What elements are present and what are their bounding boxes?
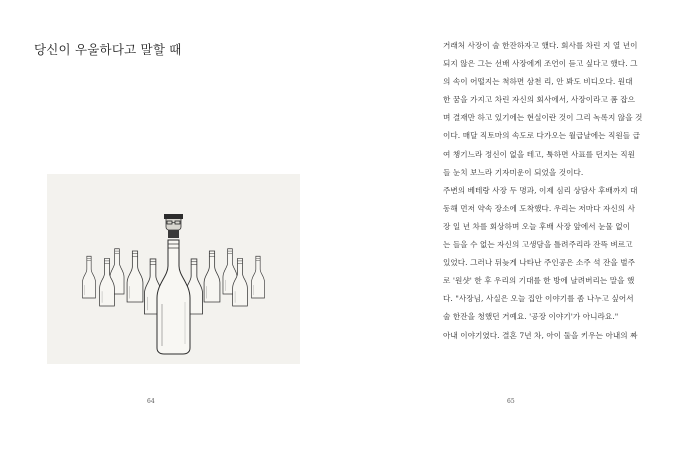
text-line: 장 일 년 차를 회상하며 오늘 후배 사장 앞에서 눈물 없이	[443, 221, 631, 231]
text-line: 한 꿈을 가지고 차린 자신의 회사에서, 사장이라고 폼 잡으	[443, 95, 636, 105]
bottles-illustration-svg	[47, 174, 300, 364]
text-line: 는 들을 수 없는 자신의 고생담을 틀려주리라 잔뜩 벼르고	[443, 240, 633, 250]
bottles-illustration	[47, 174, 300, 364]
text-line: 동해 먼저 약속 장소에 도착했다. 우리는 저마다 자신의 사	[443, 203, 636, 213]
text-line: 들 눈치 보느라 기자미운이 되었을 것이다.	[443, 167, 584, 177]
text-line: 거래처 사장이 술 한잔하자고 했다. 회사를 차린 지 열 년이	[443, 41, 638, 50]
text-line: 이다. 매달 직토마의 속도로 다가오는 월급날에는 직원들 급	[443, 131, 640, 141]
page-number-right: 65	[507, 398, 515, 405]
text-line: 아내 이야기였다. 결혼 7년 차, 아이 둘을 키우는 아내의 짜	[443, 330, 638, 340]
text-line: 술 한잔을 청했던 거예요. '공장 이야기'가 아니라요."	[443, 312, 619, 322]
page-number-left: 64	[147, 398, 155, 405]
chapter-title: 당신이 우울하다고 말할 때	[34, 42, 182, 57]
body-text	[443, 37, 683, 345]
text-line: 되지 않은 그는 선배 사장에게 조언이 듣고 싶다고 했다. 그	[443, 59, 638, 69]
right-page	[350, 0, 700, 449]
text-line: 여 챙기느라 정신이 없을 테고, 툭하면 사표를 던지는 직원	[443, 149, 636, 159]
text-line: 다. "사장님, 사실은 오늘 집안 이야기를 좀 나누고 싶어서	[443, 294, 634, 304]
text-line: 며 결재만 하고 있기에는 현실이란 것이 그리 녹록지 않을 것	[443, 113, 643, 123]
text-line: 있었다. 그러나 뒤늦게 나타난 주인공은 소주 석 잔을 벌주	[443, 258, 636, 268]
text-line: 주변의 베테랑 사장 두 명과, 이제 심리 상담사 후배까지 대	[443, 185, 638, 195]
text-line: 로 '원샷' 한 후 우리의 기대를 한 방에 날려버리는 말을 했	[443, 276, 635, 286]
text-line: 의 속이 어떨지는 척하면 삼천 리, 안 봐도 비디오다. 원대	[443, 77, 633, 87]
